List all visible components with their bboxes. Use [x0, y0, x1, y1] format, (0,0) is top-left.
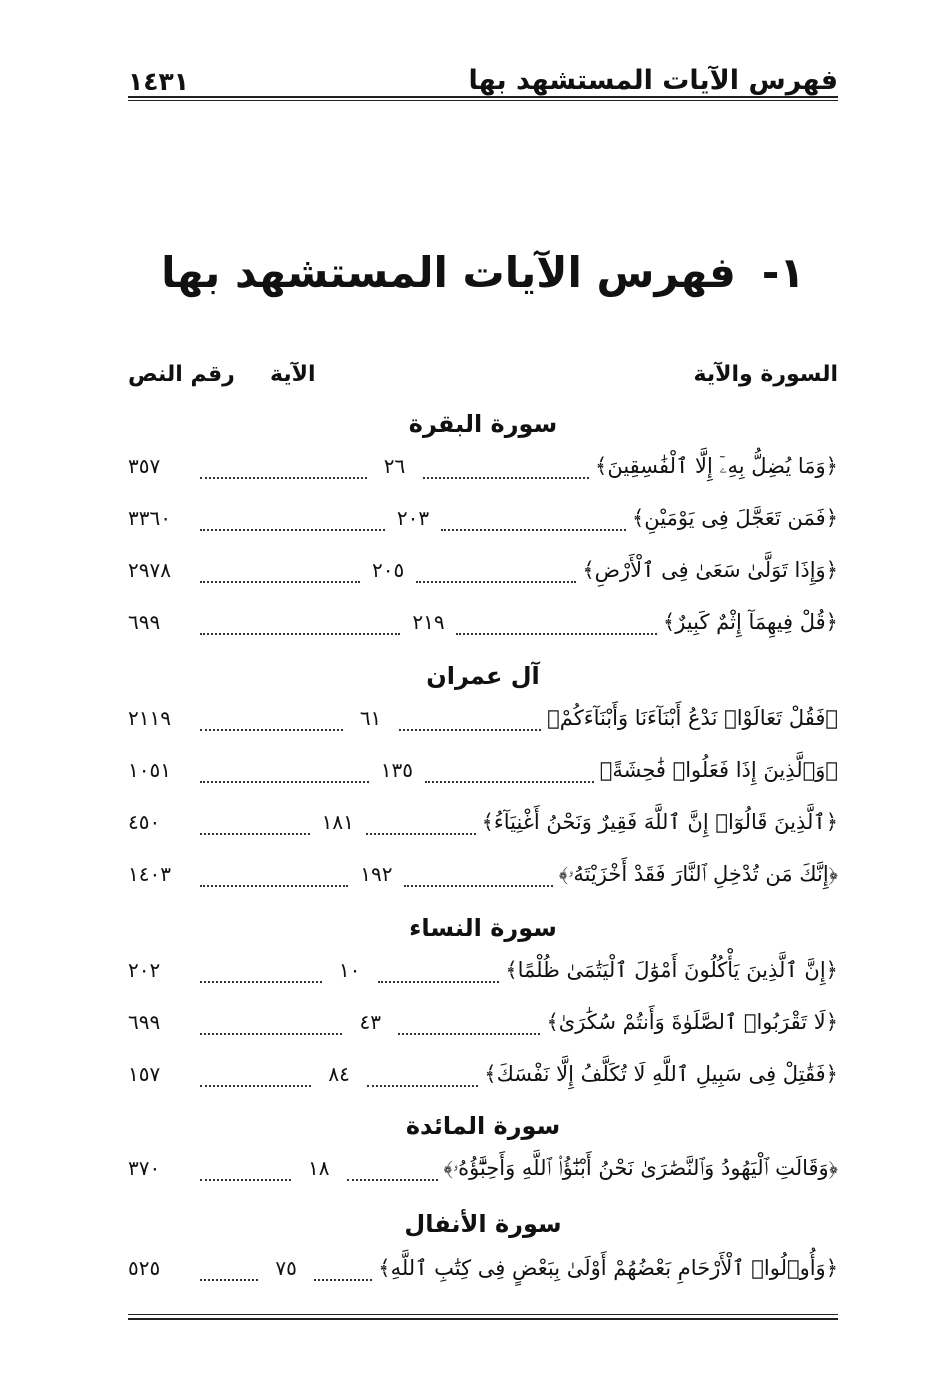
- dot-leader: [200, 529, 385, 531]
- document-page: [128, 0, 838, 1381]
- index-entry: [128, 454, 838, 486]
- verse-text: ﴿لَا تَقْرَبُوا۟ ٱلصَّلَوٰةَ وَأَنتُمْ سُكَٰرَىٰ﴾: [546, 1010, 838, 1034]
- dot-leader: [200, 729, 343, 731]
- text-number: ٦٩٩: [128, 610, 161, 634]
- verse-text: ﴿وَقَالَتِ ٱلْيَهُودُ وَٱلنَّصَٰرَىٰ نَحْنُ أَبْنَٰٓؤُا۟ ٱللَّهِ وَأَحِبَّٰٓؤُهُۥ﴾: [443, 1156, 838, 1180]
- dot-leader: [347, 1179, 438, 1181]
- verse-text: ﴿فَمَن تَعَجَّلَ فِى يَوْمَيْنِ﴾: [631, 506, 838, 530]
- text-number: ١٠٥١: [128, 758, 171, 782]
- index-entry: [128, 1062, 838, 1094]
- verse-text: ﴿وَٱلَّذِينَ إِذَا فَعَلُوا۟ فَٰحِشَةً﴾: [599, 758, 838, 782]
- column-header-text-number: رقم النص: [128, 362, 235, 387]
- surah-heading: سورة النساء: [409, 914, 557, 942]
- index-entry: [128, 862, 838, 894]
- dot-leader: [200, 981, 322, 983]
- verse-text: ﴿إِنَّكَ مَن تُدْخِلِ ٱلنَّارَ فَقَدْ أَخْزَيْتَهُۥ﴾: [558, 862, 838, 886]
- page-number: ١٤٣١: [128, 67, 190, 96]
- index-title-text: فهرس الآيات المستشهد بها: [161, 248, 736, 297]
- text-number: ٤٥٠: [127, 810, 161, 834]
- page-header: [128, 60, 838, 96]
- verse-text: ﴿فَقُلْ تَعَالَوْا۟ نَدْعُ أَبْنَآءَنَا وَأَبْنَآءَكُمْ﴾: [547, 706, 838, 730]
- surah-heading: سورة الأنفال: [404, 1210, 562, 1238]
- text-number: ١٤٠٣: [128, 862, 171, 886]
- index-title: [128, 248, 838, 297]
- dot-leader: [441, 529, 626, 531]
- index-entry: [128, 958, 838, 990]
- dot-leader: [399, 729, 542, 731]
- dot-leader: [314, 1279, 372, 1281]
- footer-rule-thin: [128, 1314, 838, 1315]
- dot-leader: [367, 1085, 478, 1087]
- dot-leader: [423, 477, 590, 479]
- ayah-number: ٨٤: [328, 1062, 350, 1086]
- ayah-number: ١٠: [338, 958, 361, 982]
- column-header-surah: السورة والآية: [693, 362, 838, 387]
- verse-text: ﴿وَمَا يُضِلُّ بِهِۦٓ إِلَّا ٱلْفَٰسِقِينَ﴾: [595, 454, 838, 478]
- verse-text: ﴿وَأُو۟لُوا۟ ٱلْأَرْحَامِ بَعْضُهُمْ أَوْلَىٰ بِبَعْضٍ فِى كِتَٰبِ ٱللَّهِ﴾: [378, 1256, 838, 1280]
- dot-leader: [200, 781, 369, 783]
- footer-rule: [128, 1318, 838, 1320]
- index-entry: [128, 1256, 838, 1288]
- ayah-number: ٤٣: [359, 1010, 381, 1034]
- dot-leader: [200, 885, 348, 887]
- ayah-number: ١٩٢: [360, 862, 393, 886]
- dot-leader: [416, 581, 576, 583]
- ayah-number: ١٨١: [321, 810, 354, 834]
- dot-leader: [200, 633, 400, 635]
- dot-leader: [378, 981, 500, 983]
- ayah-number: ٦١: [359, 706, 382, 730]
- header-rule: [128, 96, 838, 98]
- ayah-number: ١٣٥: [380, 758, 413, 782]
- index-title-number: ١-: [761, 248, 805, 297]
- dot-leader: [200, 477, 367, 479]
- column-headers: [128, 362, 838, 392]
- index-entry: [128, 758, 838, 790]
- text-number: ٣٥٧: [128, 454, 161, 478]
- ayah-number: ٢١٩: [412, 610, 445, 634]
- dot-leader: [200, 581, 360, 583]
- dot-leader: [200, 1033, 342, 1035]
- dot-leader: [200, 1085, 311, 1087]
- text-number: ٢٩٧٨: [128, 558, 171, 582]
- ayah-number: ٧٥: [275, 1256, 297, 1280]
- text-number: ٦٩٩: [127, 1010, 161, 1034]
- index-entry: [128, 610, 838, 642]
- index-entry: [128, 706, 838, 738]
- text-number: ٣٧٠: [127, 1156, 161, 1180]
- running-title: فهرس الآيات المستشهد بها: [468, 65, 838, 96]
- index-entry: [128, 558, 838, 590]
- verse-text: ﴿قُلْ فِيهِمَآ إِثْمٌ كَبِيرٌ﴾: [662, 610, 838, 634]
- ayah-number: ١٨: [308, 1156, 330, 1180]
- index-entry: [128, 810, 838, 842]
- verse-text: ﴿إِنَّ ٱلَّذِينَ يَأْكُلُونَ أَمْوَٰلَ ٱلْيَتَٰمَىٰ ظُلْمًا﴾: [505, 958, 838, 982]
- text-number: ٥٢٥: [128, 1256, 161, 1280]
- dot-leader: [456, 633, 656, 635]
- dot-leader: [404, 885, 552, 887]
- dot-leader: [366, 833, 476, 835]
- surah-heading: آل عمران: [426, 662, 540, 690]
- text-number: ١٥٧: [127, 1062, 161, 1086]
- index-entry: [128, 506, 838, 538]
- verse-text: ﴿وَإِذَا تَوَلَّىٰ سَعَىٰ فِى ٱلْأَرْضِ﴾: [582, 558, 838, 582]
- ayah-number: ٢٦: [383, 454, 406, 478]
- dot-leader: [200, 1279, 258, 1281]
- header-rule-thin: [128, 100, 838, 101]
- text-number: ٢١١٩: [128, 706, 171, 730]
- ayah-number: ٢٠٣: [396, 506, 430, 530]
- dot-leader: [200, 1179, 291, 1181]
- column-header-ayah: الآية: [270, 362, 316, 387]
- dot-leader: [200, 833, 310, 835]
- verse-text: ﴿فَقَٰتِلْ فِى سَبِيلِ ٱللَّهِ لَا تُكَلَّفُ إِلَّا نَفْسَكَ﴾: [484, 1062, 838, 1086]
- dot-leader: [398, 1033, 540, 1035]
- index-entry: [128, 1156, 838, 1188]
- index-entry: [128, 1010, 838, 1042]
- ayah-number: ٢٠٥: [372, 558, 405, 582]
- surah-heading: سورة البقرة: [408, 410, 558, 438]
- verse-text: ﴿ٱلَّذِينَ قَالُوٓا۟ إِنَّ ٱللَّهَ فَقِيرٌ وَنَحْنُ أَغْنِيَآءُ﴾: [481, 810, 838, 834]
- text-number: ٣٣٦٠: [127, 506, 171, 530]
- dot-leader: [425, 781, 594, 783]
- surah-heading: سورة المائدة: [405, 1112, 561, 1140]
- text-number: ٢٠٢: [128, 958, 161, 982]
